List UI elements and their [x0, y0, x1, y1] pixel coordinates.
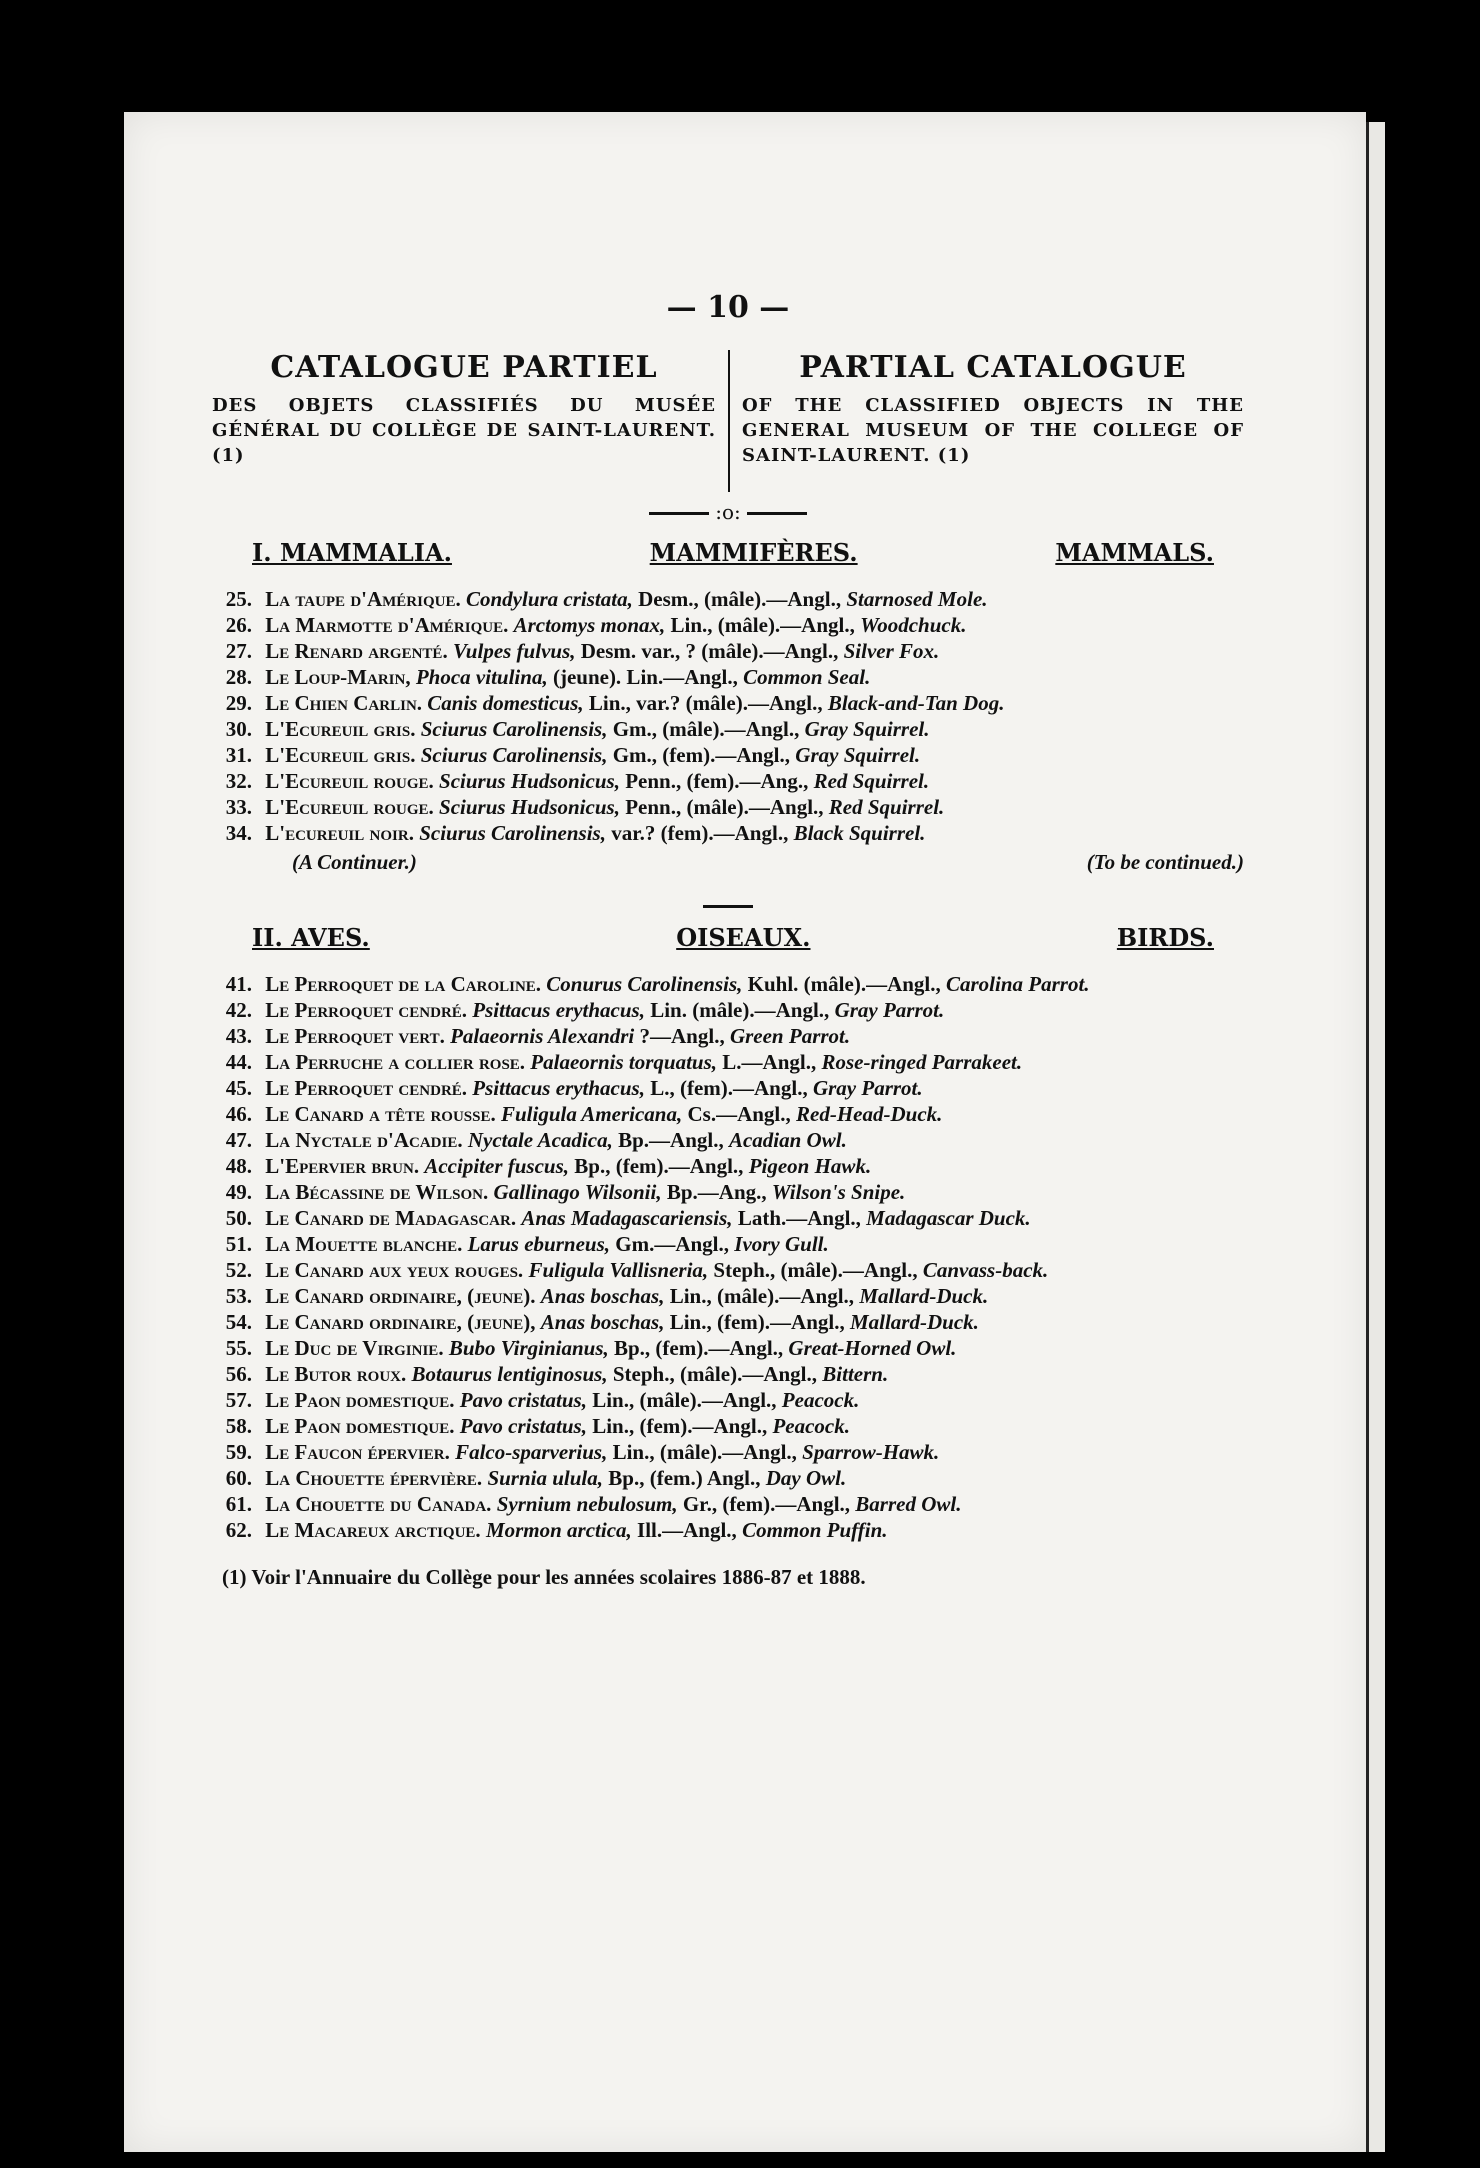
entry-french-name: Le Canard ordinaire, (jeune).: [265, 1284, 536, 1308]
entry-details: Bp., (fem).—Angl.,: [614, 1336, 784, 1360]
entry-scientific-name: Fuligula Americana,: [500, 1102, 683, 1126]
entry-scientific-name: Arctomys monax,: [513, 613, 666, 637]
entry-number: 59.: [225, 1440, 252, 1464]
entry-french-name: Le Perroquet cendré.: [265, 1076, 468, 1100]
catalogue-entry: [212, 1283, 1244, 1309]
entry-scientific-name: Condylura cristata,: [465, 587, 633, 611]
entry-number: 32.: [225, 769, 252, 793]
entry-scientific-name: Syrnium nebulosum,: [496, 1492, 678, 1516]
entry-english-name: Black Squirrel.: [793, 821, 926, 845]
entry-details: Lin., (fem).—Angl.,: [592, 1414, 768, 1438]
entry-details: Lin., (mâle).—Angl.,: [592, 1388, 777, 1412]
catalogue-entry: [212, 1179, 1244, 1205]
entry-french-name: Le Chien Carlin.: [265, 691, 423, 715]
section-heading-birds: [212, 923, 1244, 957]
entry-scientific-name: Accipiter fuscus,: [424, 1154, 570, 1178]
entry-english-name: Starnosed Mole.: [846, 587, 988, 611]
entry-number: 50.: [225, 1206, 252, 1230]
entry-number: 58.: [225, 1414, 252, 1438]
entry-english-name: Great-Horned Owl.: [788, 1336, 957, 1360]
entry-english-name: Carolina Parrot.: [946, 972, 1090, 996]
right-subtitle: OF THE CLASSIFIED OBJECTS IN THE GENERAL MUSEUM OF THE COLLEGE OF SAINT-LAURENT. (1): [742, 395, 1244, 466]
entry-english-name: Madagascar Duck.: [866, 1206, 1031, 1230]
entry-english-name: Mallard-Duck.: [849, 1310, 979, 1334]
entry-french-name: Le Canard aux yeux rouges.: [265, 1258, 524, 1282]
entry-number: 62.: [225, 1518, 252, 1542]
entry-english-name: Rose-ringed Parrakeet.: [821, 1050, 1023, 1074]
entry-french-name: La Perruche a collier rose.: [265, 1050, 526, 1074]
left-title: CATALOGUE PARTIEL: [270, 350, 658, 385]
entry-french-name: Le Paon domestique.: [265, 1414, 455, 1438]
catalogue-entry: [212, 1075, 1244, 1101]
catalogue-entry: [212, 1049, 1244, 1075]
entry-english-name: Peacock.: [781, 1388, 860, 1412]
section-latin: II. AVES.: [252, 923, 370, 952]
birds-list: [212, 971, 1244, 1543]
catalogue-entry: [212, 1127, 1244, 1153]
entry-details: Gr., (fem).—Angl.,: [682, 1492, 851, 1516]
section-french: OISEAUX.: [676, 923, 811, 952]
entry-french-name: L'Ecureuil rouge.: [265, 769, 434, 793]
entry-number: 29.: [225, 691, 252, 715]
catalogue-entry: [212, 690, 1244, 716]
entry-english-name: Canvass-back.: [922, 1258, 1049, 1282]
entry-french-name: Le Canard de Madagascar.: [265, 1206, 517, 1230]
entry-details: Steph., (mâle).—Angl.,: [713, 1258, 918, 1282]
catalogue-entry: [212, 612, 1244, 638]
section-english: MAMMALS.: [1055, 538, 1214, 567]
entry-scientific-name: Canis domesticus,: [427, 691, 584, 715]
entry-details: (jeune). Lin.—Angl.,: [552, 665, 738, 689]
entry-details: Kuhl. (mâle).—Angl.,: [747, 972, 941, 996]
catalogue-entry: [212, 1335, 1244, 1361]
entry-scientific-name: Anas boschas,: [540, 1284, 665, 1308]
entry-french-name: L'Ecureuil gris.: [265, 743, 416, 767]
entry-details: Bp.—Ang.,: [666, 1180, 767, 1204]
section-divider: [212, 893, 1244, 913]
entry-english-name: Woodchuck.: [860, 613, 967, 637]
ornament-separator: :o:: [212, 500, 1244, 528]
entry-details: Steph., (mâle).—Angl.,: [612, 1362, 818, 1386]
entry-number: 53.: [225, 1284, 252, 1308]
catalogue-entry: [212, 1257, 1244, 1283]
entry-scientific-name: Anas Madagascariensis,: [521, 1206, 733, 1230]
entry-number: 61.: [225, 1492, 252, 1516]
entry-details: Penn., (fem).—Ang.,: [625, 769, 809, 793]
entry-english-name: Sparrow-Hawk.: [802, 1440, 940, 1464]
entry-details: Bp., (fem.) Angl.,: [608, 1466, 761, 1490]
entry-scientific-name: Botaurus lentiginosus,: [411, 1362, 608, 1386]
entry-french-name: L'Ecureuil rouge.: [265, 795, 434, 819]
document-content: [212, 290, 1244, 1590]
entry-scientific-name: Mormon arctica,: [485, 1518, 632, 1542]
catalogue-entry: [212, 971, 1244, 997]
entry-french-name: La Chouette épervière.: [265, 1466, 483, 1490]
entry-number: 52.: [225, 1258, 252, 1282]
entry-scientific-name: Palaeornis Alexandri: [450, 1024, 635, 1048]
entry-scientific-name: Bubo Virginianus,: [448, 1336, 609, 1360]
entry-scientific-name: Sciurus Carolinensis,: [420, 717, 608, 741]
entry-french-name: Le Faucon épervier.: [265, 1440, 450, 1464]
page-number: — 10 —: [666, 290, 790, 325]
entry-number: 34.: [225, 821, 252, 845]
entry-english-name: Mallard-Duck.: [859, 1284, 989, 1308]
entry-english-name: Bittern.: [822, 1362, 889, 1386]
entry-number: 28.: [225, 665, 252, 689]
entry-english-name: Ivory Gull.: [734, 1232, 829, 1256]
entry-french-name: L'Ecureuil gris.: [265, 717, 416, 741]
title-columns: [212, 350, 1244, 492]
entry-french-name: L'Epervier brun.: [265, 1154, 420, 1178]
entry-number: 56.: [225, 1362, 252, 1386]
entry-english-name: Pigeon Hawk.: [748, 1154, 872, 1178]
entry-english-name: Green Parrot.: [729, 1024, 851, 1048]
entry-french-name: La Chouette du Canada.: [265, 1492, 492, 1516]
entry-english-name: Red-Head-Duck.: [796, 1102, 943, 1126]
entry-french-name: Le Duc de Virginie.: [265, 1336, 444, 1360]
entry-french-name: Le Butor roux.: [265, 1362, 407, 1386]
catalogue-entry: [212, 1413, 1244, 1439]
entry-scientific-name: Nyctale Acadica,: [467, 1128, 613, 1152]
entry-number: 42.: [225, 998, 252, 1022]
entry-details: Bp.—Angl.,: [618, 1128, 724, 1152]
catalogue-entry: [212, 638, 1244, 664]
catalogue-entry: [212, 586, 1244, 612]
right-title-column: [728, 350, 1244, 492]
right-title: PARTIAL CATALOGUE: [799, 350, 1187, 385]
entry-scientific-name: Pavo cristatus,: [459, 1388, 587, 1412]
entry-english-name: Black-and-Tan Dog.: [827, 691, 1005, 715]
entry-scientific-name: Falco-sparverius,: [455, 1440, 608, 1464]
entry-scientific-name: Conurus Carolinensis,: [546, 972, 743, 996]
entry-details: Desm. var., ? (mâle).—Angl.,: [580, 639, 839, 663]
entry-french-name: Le Perroquet vert.: [265, 1024, 445, 1048]
entry-number: 47.: [225, 1128, 252, 1152]
section-heading-mammals: [212, 538, 1244, 572]
entry-number: 55.: [225, 1336, 252, 1360]
entry-number: 46.: [225, 1102, 252, 1126]
catalogue-entry: [212, 1153, 1244, 1179]
entry-french-name: La Bécassine de Wilson.: [265, 1180, 489, 1204]
page-edge: [1366, 122, 1385, 2152]
entry-english-name: Gray Parrot.: [834, 998, 945, 1022]
entry-number: 33.: [225, 795, 252, 819]
entry-scientific-name: Pavo cristatus,: [459, 1414, 587, 1438]
entry-details: L., (fem).—Angl.,: [650, 1076, 808, 1100]
entry-details: Lin., (fem).—Angl.,: [669, 1310, 845, 1334]
entry-french-name: Le Canard a tête rousse.: [265, 1102, 496, 1126]
entry-english-name: Red Squirrel.: [813, 769, 930, 793]
entry-details: Cs.—Angl.,: [687, 1102, 791, 1126]
entry-english-name: Common Puffin.: [742, 1518, 888, 1542]
entry-scientific-name: Fuligula Vallisneria,: [528, 1258, 709, 1282]
entry-details: Gm., (fem).—Angl.,: [612, 743, 791, 767]
catalogue-entry: [212, 1517, 1244, 1543]
entry-english-name: Silver Fox.: [843, 639, 940, 663]
catalogue-entry: [212, 664, 1244, 690]
entry-scientific-name: Vulpes fulvus,: [452, 639, 576, 663]
entry-scientific-name: Gallinago Wilsonii,: [493, 1180, 662, 1204]
entry-details: var.? (fem).—Angl.,: [611, 821, 789, 845]
entry-details: Gm.—Angl.,: [615, 1232, 730, 1256]
catalogue-entry: [212, 1205, 1244, 1231]
entry-english-name: Day Owl.: [765, 1466, 847, 1490]
mammals-list: [212, 586, 1244, 846]
entry-number: 49.: [225, 1180, 252, 1204]
entry-english-name: Acadian Owl.: [728, 1128, 847, 1152]
entry-scientific-name: Sciurus Carolinensis,: [420, 743, 608, 767]
catalogue-entry: [212, 1309, 1244, 1335]
entry-english-name: Common Seal.: [743, 665, 871, 689]
entry-details: Lin., (mâle).—Angl.,: [669, 1284, 855, 1308]
entry-scientific-name: Surnia ulula,: [487, 1466, 604, 1490]
entry-details: Bp., (fem).—Angl.,: [574, 1154, 744, 1178]
catalogue-entry: [212, 997, 1244, 1023]
entry-number: 41.: [225, 972, 252, 996]
entry-english-name: Wilson's Snipe.: [771, 1180, 906, 1204]
catalogue-entry: [212, 1465, 1244, 1491]
entry-number: 45.: [225, 1076, 252, 1100]
catalogue-entry: [212, 1439, 1244, 1465]
entry-details: L.—Angl.,: [722, 1050, 817, 1074]
entry-english-name: Gray Squirrel.: [795, 743, 921, 767]
entry-number: 27.: [225, 639, 252, 663]
entry-french-name: Le Paon domestique.: [265, 1388, 455, 1412]
entry-english-name: Gray Parrot.: [812, 1076, 923, 1100]
left-title-column: [212, 350, 728, 492]
entry-number: 51.: [225, 1232, 252, 1256]
entry-french-name: L'ecureuil noir.: [265, 821, 414, 845]
entry-scientific-name: Larus eburneus,: [467, 1232, 610, 1256]
entry-french-name: Le Perroquet cendré.: [265, 998, 468, 1022]
entry-details: Penn., (mâle).—Angl.,: [625, 795, 824, 819]
entry-number: 60.: [225, 1466, 252, 1490]
entry-number: 26.: [225, 613, 252, 637]
entry-scientific-name: Sciurus Hudsonicus,: [439, 769, 620, 793]
entry-french-name: Le Canard ordinaire, (jeune),: [265, 1310, 536, 1334]
section-latin: I. MAMMALIA.: [252, 538, 452, 567]
entry-scientific-name: Psittacus erythacus,: [472, 998, 645, 1022]
catalogue-entry: [212, 1231, 1244, 1257]
entry-details: Lin., var.? (mâle).—Angl.,: [588, 691, 823, 715]
entry-details: Desm., (mâle).—Angl.,: [638, 587, 842, 611]
entry-number: 48.: [225, 1154, 252, 1178]
entry-scientific-name: Phoca vitulina,: [415, 665, 548, 689]
catalogue-entry: [212, 1101, 1244, 1127]
catalogue-entry: [212, 1491, 1244, 1517]
catalogue-entry: [212, 820, 1244, 846]
entry-english-name: Gray Squirrel.: [804, 717, 930, 741]
entry-english-name: Barred Owl.: [855, 1492, 962, 1516]
section-french: MAMMIFÈRES.: [649, 538, 858, 567]
catalogue-entry: [212, 1023, 1244, 1049]
continue-english: (To be continued.): [1086, 850, 1244, 874]
entry-french-name: Le Perroquet de la Caroline.: [265, 972, 542, 996]
entry-details: ?—Angl.,: [639, 1024, 725, 1048]
entry-english-name: Peacock.: [772, 1414, 850, 1438]
entry-details: Lath.—Angl.,: [737, 1206, 861, 1230]
entry-french-name: Le Renard argenté.: [265, 639, 448, 663]
entry-scientific-name: Sciurus Carolinensis,: [419, 821, 606, 845]
catalogue-entry: [212, 742, 1244, 768]
catalogue-entry: [212, 768, 1244, 794]
left-subtitle: DES OBJETS CLASSIFIÉS DU MUSÉE GÉNÉRAL DU COLLÈGE DE SAINT-LAURENT. (1): [212, 395, 716, 466]
entry-scientific-name: Psittacus erythacus,: [472, 1076, 645, 1100]
catalogue-entry: [212, 1387, 1244, 1413]
entry-french-name: La Mouette blanche.: [265, 1232, 463, 1256]
continuation-line: [212, 850, 1244, 875]
entry-french-name: La taupe d'Amérique.: [265, 587, 461, 611]
entry-scientific-name: Palaeornis torquatus,: [530, 1050, 718, 1074]
catalogue-entry: [212, 1361, 1244, 1387]
entry-french-name: La Marmotte d'Amérique.: [265, 613, 509, 637]
catalogue-entry: [212, 794, 1244, 820]
footnote: (1) Voir l'Annuaire du Collège pour les années scolaires 1886-87 et 1888.: [222, 1565, 866, 1589]
continue-french: (A Continuer.): [292, 850, 417, 874]
catalogue-entry: [212, 716, 1244, 742]
entry-french-name: Le Macareux arctique.: [265, 1518, 481, 1542]
entry-french-name: La Nyctale d'Acadie.: [265, 1128, 463, 1152]
entry-number: 30.: [225, 717, 252, 741]
entry-scientific-name: Anas boschas,: [540, 1310, 665, 1334]
entry-english-name: Red Squirrel.: [828, 795, 945, 819]
entry-details: Lin. (mâle).—Angl.,: [650, 998, 830, 1022]
entry-french-name: Le Loup-Marin,: [265, 665, 411, 689]
entry-number: 25.: [225, 587, 252, 611]
entry-details: Lin., (mâle).—Angl.,: [670, 613, 855, 637]
section-english: BIRDS.: [1116, 923, 1214, 952]
entry-details: Ill.—Angl.,: [637, 1518, 737, 1542]
entry-number: 43.: [225, 1024, 252, 1048]
entry-details: Lin., (mâle).—Angl.,: [612, 1440, 797, 1464]
entry-details: Gm., (mâle).—Angl.,: [612, 717, 800, 741]
entry-number: 57.: [225, 1388, 252, 1412]
entry-number: 54.: [225, 1310, 252, 1334]
entry-scientific-name: Sciurus Hudsonicus,: [439, 795, 620, 819]
entry-number: 31.: [225, 743, 252, 767]
entry-number: 44.: [225, 1050, 252, 1074]
